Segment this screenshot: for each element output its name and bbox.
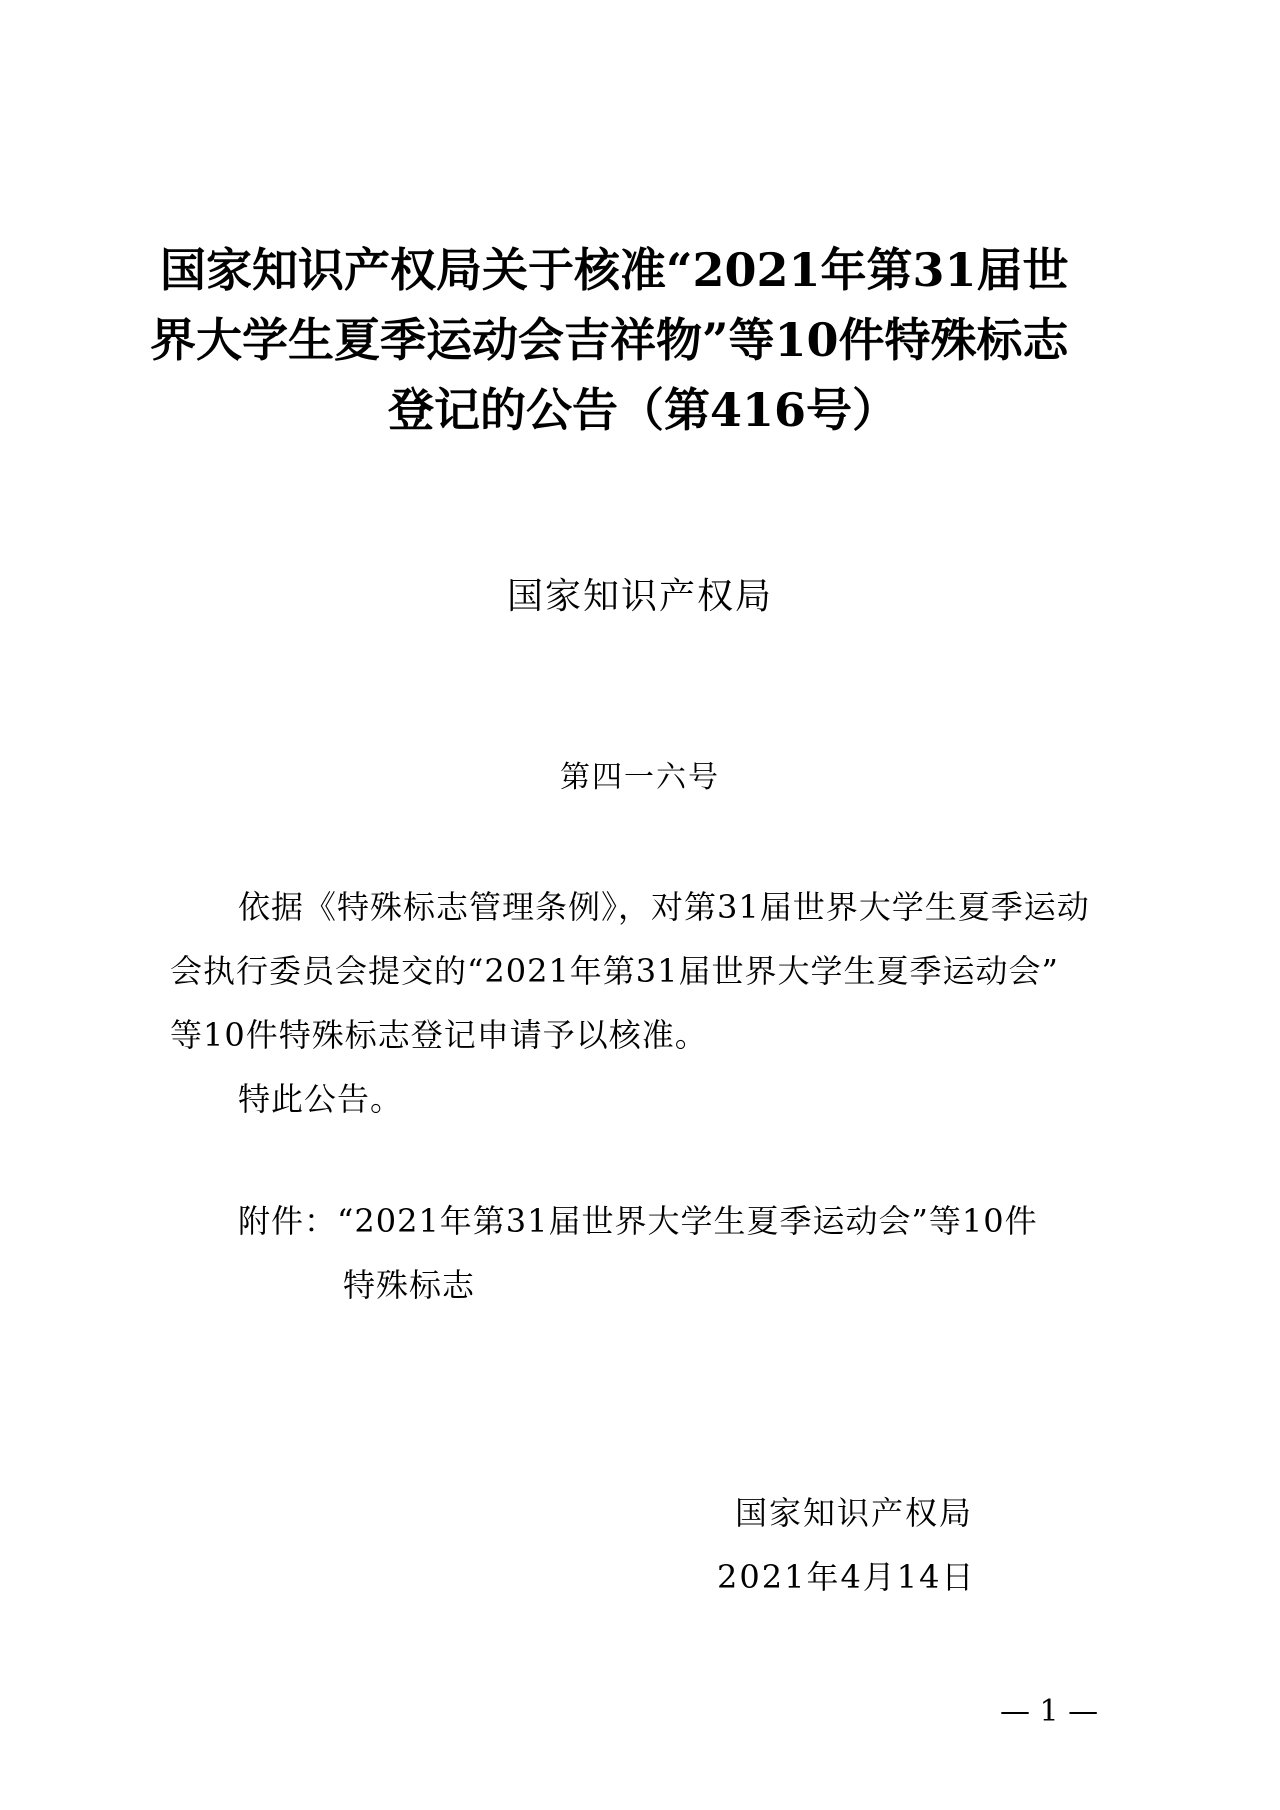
body-paragraph-line-3: 等10件特殊标志登记申请予以核准。	[170, 1016, 708, 1054]
document-title-line-3: 登记的公告（第416号）	[388, 383, 899, 437]
signature-date: 2021年4月14日	[717, 1558, 976, 1596]
body-paragraph-line-1: 依据《特殊标志管理条例》，对第31届世界大学生夏季运动	[238, 888, 1090, 926]
document-title-line-2: 界大学生夏季运动会吉祥物”等10件特殊标志	[150, 313, 1069, 367]
document-number: 第四一六号	[560, 760, 720, 795]
attachment-line-1: 附件：“2021年第31届世界大学生夏季运动会”等10件	[238, 1202, 1038, 1240]
attachment-line-2: 特殊标志	[343, 1266, 476, 1304]
closing-statement: 特此公告。	[238, 1080, 404, 1118]
signer-name: 国家知识产权局	[735, 1494, 974, 1532]
issuer-name: 国家知识产权局	[506, 576, 773, 617]
page-number: — 1 —	[1000, 1694, 1099, 1729]
document-title-line-1: 国家知识产权局关于核准“2021年第31届世	[160, 243, 1069, 297]
body-paragraph-line-2: 会执行委员会提交的“2021年第31届世界大学生夏季运动会”	[170, 952, 1059, 990]
